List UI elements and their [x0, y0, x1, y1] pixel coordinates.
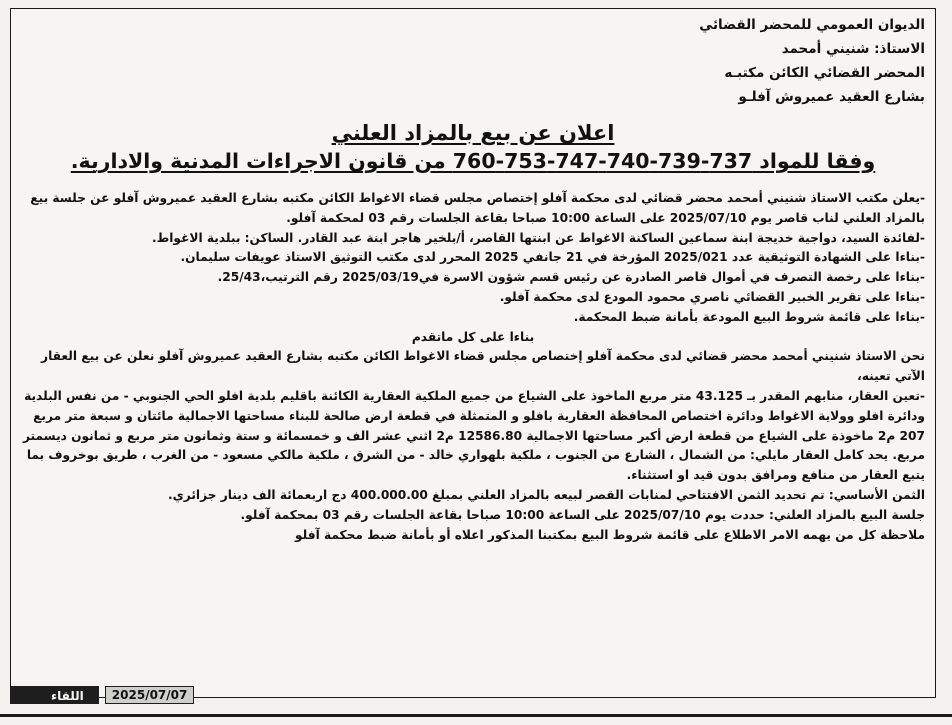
office-header: [21, 13, 925, 109]
header-line-3: المحضر القضائي الكائن مكتبـه: [724, 65, 925, 81]
paragraph-certificate: -بناءا على الشهادة التوثيقية عدد 2025/021 المؤرخة في 21 جانفي 2025 المحرر لدى مكتب التوثيق الاستاذ عويفات سليمان.: [180, 250, 925, 265]
paragraph-permit: -بناءا على رخصة التصرف في أموال قاصر الصادرة عن رئيس قسم شؤون الاسرة في2025/03/19 رقم الترتيب،25/43.: [217, 270, 925, 285]
paragraph-expert-report: -بناءا على تقرير الخبير القضائي ناصري محمود المودع لدى محكمة آفلو.: [499, 289, 925, 304]
header-line-2: الاستاذ: شنيني أمحمد: [781, 41, 925, 57]
paragraph-note: ملاحظة كل من يهمه الامر الاطلاع على قائمة شروط البيع بمكتبنا المذكور اعلاه أو بأمانة ضبط محكمة آفلو: [294, 527, 925, 542]
paragraph-sale-conditions: -بناءا على قائمة شروط البيع المودعة بأمانة ضبط المحكمة.: [573, 309, 925, 324]
publication-date: 2025/07/07: [105, 686, 195, 704]
paragraph-base-price: الثمن الأساسي: تم تحديد الثمن الافتتاحي لمنابات القصر لبيعه بالمزاد العلني بمبلغ 400.000.00 دج اربعمائة الف دينار جزائري.: [167, 487, 925, 502]
paragraph-property-description: -تعين العقار، منابهم المقدر بـ 43.125 متر مربع الماخوذ على الشياع من جميع الملكية العقارية الكائنة باقليم بلدية افلو الحي الجنوبي - من نفس البلدية ودائرة افلو وولاية الاغواط ودائرة اختصاص المحافظة العقارية بافلو و المتمثلة في قطعة ارض صالحة للبناء مساحتها الاجمالية مائتان و سبعة متر مربع 207 م2 ماخوذة على الشياع من قطعة ارض أكبر مساحتها الاجمالية 12586.80 م2 اثني عشر الف و خمسمائة و ستة وثمانون متر مربع و ثمانون ديسمتر مربع. يحد كامل العقار مايلي: من الشمال ، الشارع من الجنوب ، ملكية بلهواري خالد - من الشرق ، ملكية مالكي مسعود - من الغرب ، طريق بوخروف بما يتبع العقار من منافع ومرافق بدون قيد او استثناء.: [22, 388, 925, 483]
header-line-1: الديوان العمومي للمحضر القضائي: [699, 17, 925, 33]
paragraph-beneficiary: -لفائدة السيد، دواجية خديجة ابنة سماعين الساكنة الاغواط عن ابنتها القاصر، أ/بلخير هاجر ابنة عبد القادر. الساكن: ببلدية الاغواط.: [151, 230, 925, 245]
header-line-4: بشارع العقيد عميروش آفلـو: [738, 89, 925, 105]
paragraph-auction-session: جلسة البيع بالمزاد العلني: حددت يوم 2025/07/10 على الساعة 10:00 صباحا بقاعة الجلسات رقم 03 بمحكمة آفلو.: [240, 507, 925, 522]
paragraph-based-on: بناءا على كل ماتقدم: [411, 329, 535, 344]
notice-title: [21, 119, 925, 175]
title-line-1: اعلان عن بيع بالمزاد العلني: [331, 121, 615, 145]
paragraph-declaration: نحن الاستاذ شنيني أمحمد محضر قضائي لدى محكمة آفلو إختصاص مجلس قضاء الاغواط الكائن مكتبه بشارع العقيد عميروش آفلو نعلن عن بيع العقار الآتي تعينه،: [41, 349, 925, 384]
notice-content: [21, 13, 925, 545]
bottom-divider: [0, 714, 952, 717]
paragraph-announcement: -يعلن مكتب الاستاذ شنيني أمحمد محضر قضائي لدى محكمة آفلو إختصاص مجلس قضاء الاغواط الكائن مكتبه بشارع العقيد عميروش آفلو عن جلسة بيع بالمزاد العلني لناب قاصر يوم 2025/07/10 على الساعة 10:00 صباحا بقاعة الجلسات رقم 03 لمحكمة آفلو.: [30, 191, 925, 225]
footer-bar: [10, 686, 194, 704]
notice-body: [21, 189, 925, 545]
title-line-2: وفقا للمواد 737-739-740-747-753-760 من قانون الاجراءات المدنية والادارية.: [70, 149, 876, 173]
newspaper-label: اللقاء: [10, 686, 99, 704]
legal-notice: [10, 8, 936, 698]
